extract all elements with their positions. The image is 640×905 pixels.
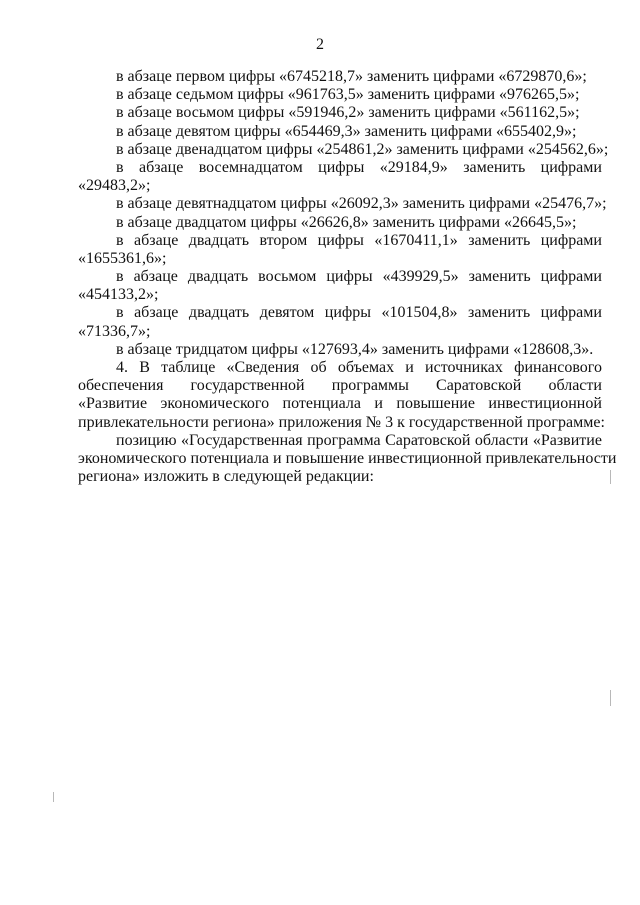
scan-mark bbox=[610, 690, 611, 706]
word: «Сведения bbox=[226, 359, 300, 376]
word: обеспечения bbox=[78, 377, 164, 395]
word: цифрами bbox=[540, 158, 602, 176]
word: «Развитие bbox=[78, 395, 148, 413]
word: цифрами bbox=[540, 231, 602, 249]
text-line bbox=[78, 359, 602, 377]
word: цифры bbox=[317, 231, 364, 249]
word: двадцать bbox=[187, 268, 249, 286]
word: программа bbox=[307, 431, 381, 449]
word: государственной bbox=[190, 377, 305, 395]
word: программы bbox=[331, 377, 409, 395]
text-line bbox=[78, 432, 602, 450]
word: источниках bbox=[425, 359, 503, 376]
word: «101504,8» bbox=[381, 304, 458, 322]
word: области bbox=[474, 431, 529, 449]
word: в bbox=[116, 304, 124, 322]
text-line: региона» изложить в следующей редакции: bbox=[78, 468, 374, 486]
word: цифрами bbox=[540, 304, 602, 322]
word: в bbox=[116, 268, 124, 286]
word: двадцать bbox=[188, 231, 250, 249]
scan-mark bbox=[610, 470, 611, 484]
word: в bbox=[116, 231, 124, 249]
word: «Государственная bbox=[181, 431, 303, 449]
word: Саратовской bbox=[436, 377, 522, 395]
scan-mark bbox=[53, 792, 54, 802]
word: девятом bbox=[259, 304, 315, 322]
page-number: 2 bbox=[316, 36, 324, 53]
text-line bbox=[78, 304, 602, 322]
word: Саратовской bbox=[385, 431, 471, 449]
word: «439929,5» bbox=[382, 268, 459, 286]
word: втором bbox=[259, 231, 308, 249]
text-line: «71336,7»; bbox=[78, 322, 151, 340]
word: восемнадцатом bbox=[198, 158, 303, 176]
text-line: в абзаце двенадцатом цифры «254861,2» заменить цифрами «254562,6»; bbox=[116, 140, 609, 158]
word: абзаце bbox=[133, 268, 178, 286]
word: в bbox=[116, 158, 124, 176]
text-line: «1655361,6»; bbox=[78, 249, 167, 267]
text-line: в абзаце девятом цифры «654469,3» заменить цифрами «655402,9»; bbox=[116, 122, 577, 140]
text-line bbox=[78, 232, 602, 250]
word: таблице bbox=[161, 359, 216, 376]
word: позицию bbox=[116, 431, 177, 449]
word: повышение bbox=[396, 395, 475, 413]
word: об bbox=[310, 359, 327, 376]
word: и bbox=[405, 359, 414, 376]
text-line: в абзаце первом цифры «6745218,7» заменить цифрами «6729870,6»; bbox=[116, 68, 587, 85]
text-line: в абзаце девятнадцатом цифры «26092,3» заменить цифрами «25476,7»; bbox=[116, 195, 607, 213]
word: цифры bbox=[324, 304, 372, 322]
word: цифры bbox=[318, 158, 365, 176]
word: абзаце bbox=[138, 158, 184, 176]
text-line bbox=[78, 268, 602, 286]
text-line bbox=[78, 159, 602, 177]
word: заменить bbox=[468, 268, 531, 286]
text-line bbox=[78, 377, 602, 395]
text-line: «29483,2»; bbox=[78, 177, 151, 195]
text-line bbox=[78, 395, 602, 413]
document-body bbox=[78, 68, 617, 486]
word: 4. bbox=[116, 359, 128, 376]
text-line: в абзаце седьмом цифры «961763,5» заменить цифрами «976265,5»; bbox=[116, 86, 580, 104]
word: инвестиционной bbox=[488, 395, 602, 413]
word: финансового bbox=[514, 359, 602, 376]
word: заменить bbox=[468, 231, 531, 249]
word: «Развитие bbox=[532, 431, 602, 449]
text-line: экономического потенциала и повышение инвестиционной привлекательности bbox=[78, 449, 617, 467]
word: области bbox=[548, 377, 602, 395]
text-line: привлекательности региона» приложения № 3 к государственной программе: bbox=[78, 413, 605, 431]
word: и bbox=[374, 395, 383, 413]
text-line: в абзаце тридцатом цифры «127693,4» заменить цифрами «128608,3». bbox=[116, 340, 594, 358]
word: В bbox=[139, 359, 150, 376]
word: двадцать bbox=[188, 304, 250, 322]
word: потенциала bbox=[282, 395, 361, 413]
word: объемах bbox=[337, 359, 395, 376]
word: заменить bbox=[468, 304, 531, 322]
text-line: в абзаце восьмом цифры «591946,2» заменить цифрами «561162,5»; bbox=[116, 104, 580, 122]
word: абзаце bbox=[134, 304, 179, 322]
text-line: «454133,2»; bbox=[78, 286, 159, 304]
word: цифрами bbox=[540, 268, 602, 286]
word: цифры bbox=[326, 268, 373, 286]
word: заменить bbox=[463, 158, 526, 176]
word: абзаце bbox=[134, 231, 179, 249]
word: «1670411,1» bbox=[374, 231, 458, 249]
text-line: в абзаце двадцатом цифры «26626,8» заменить цифрами «26645,5»; bbox=[116, 213, 577, 231]
word: экономического bbox=[160, 395, 270, 413]
word: восьмом bbox=[258, 268, 317, 286]
word: «29184,9» bbox=[379, 158, 448, 176]
